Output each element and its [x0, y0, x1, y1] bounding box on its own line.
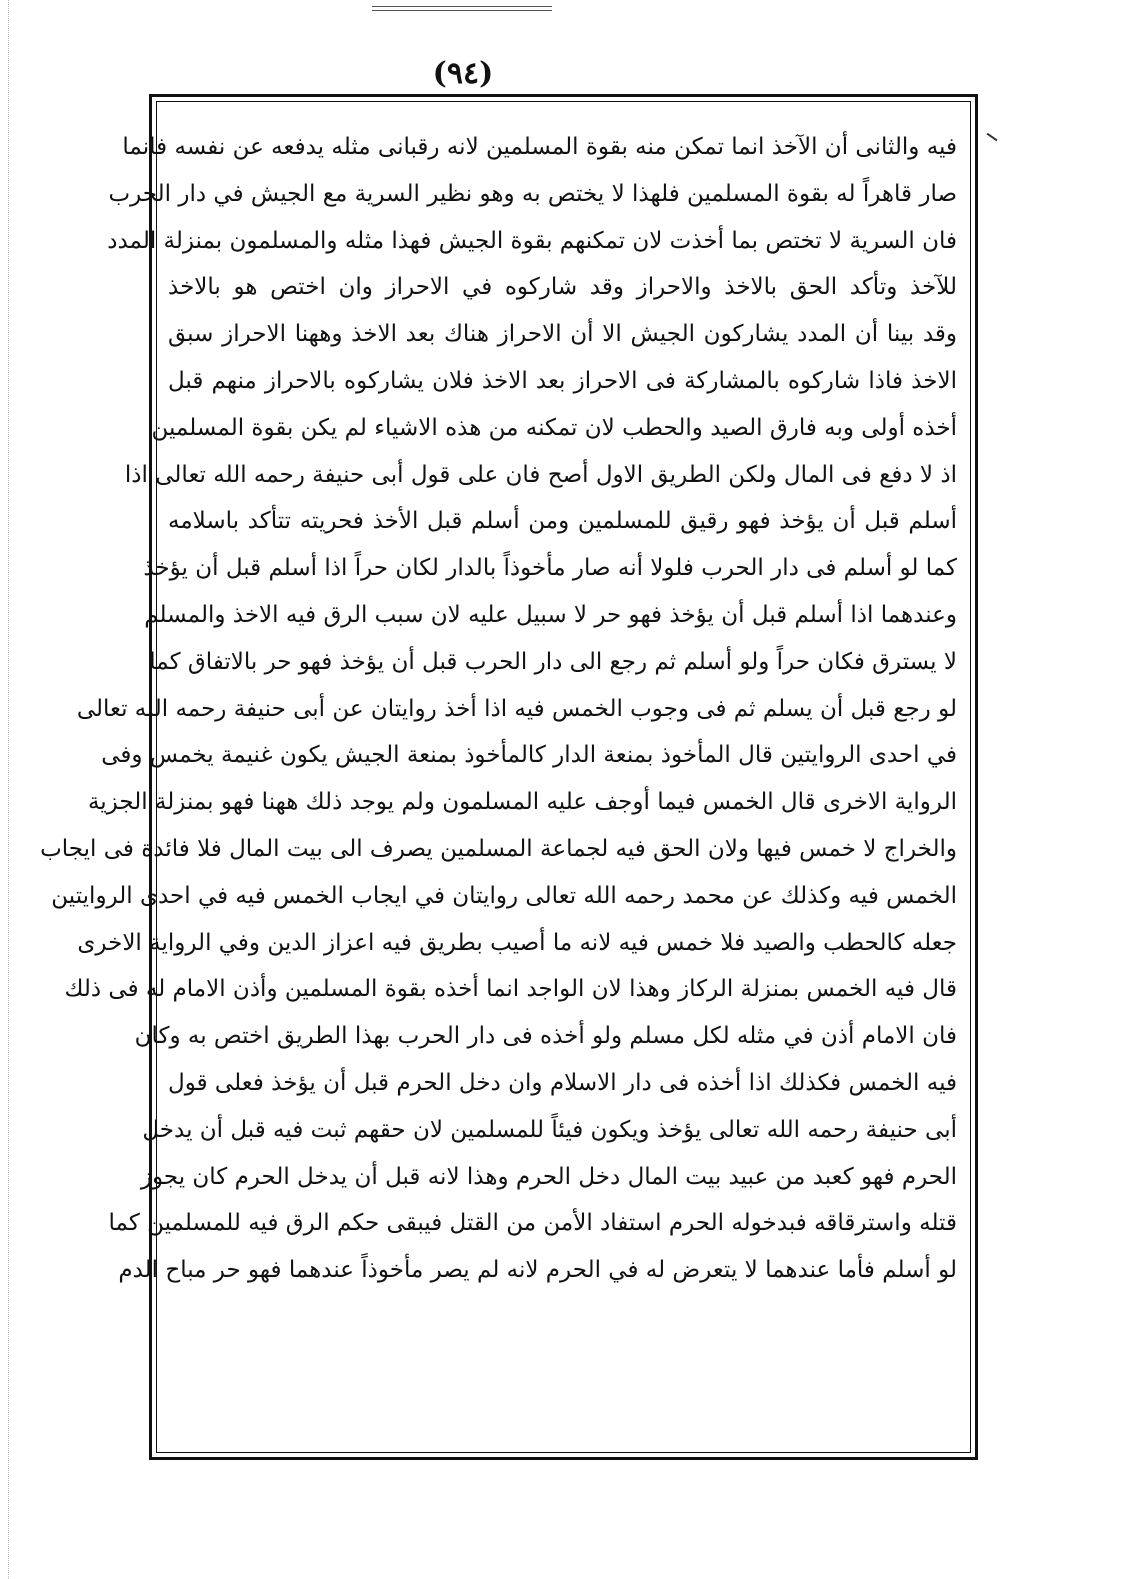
text-line: قتله واسترقاقه فبدخوله الحرم استفاد الأمن من القتل فيبقى حكم الرق فيه للمسلمين كما	[108, 1210, 957, 1237]
text-line: في احدى الروايتين قال المأخوذ بمنعة الدار كالمأخوذ بمنعة الجيش يكون غنيمة يخمس وفى	[101, 742, 957, 769]
text-line: الحرم فهو كعبد من عبيد بيت المال دخل الحرم وهذا لانه قبل أن يدخل الحرم كان يجوز	[140, 1163, 957, 1190]
text-line: لو أسلم فأما عندهما لا يتعرض له في الحرم لانه لم يصر مأخوذاً عندهما فهو حر مباح الدم	[118, 1257, 957, 1284]
text-line: الرواية الاخرى قال الخمس فيما أوجف عليه المسلمون ولم يوجد ذلك ههنا فهو بمنزلة الجزية	[87, 789, 957, 816]
text-line: جعله كالحطب والصيد فلا خمس فيه لانه ما أصيب بطريق فيه اعزاز الدين وفي الرواية الاخرى	[77, 929, 957, 956]
header-rule	[372, 6, 552, 11]
margin-mark	[987, 133, 998, 142]
text-line: الاخذ فاذا شاركوه بالمشاركة فى الاحراز بعد الاخذ فلان يشاركوه بالاحراز منهم قبل	[168, 367, 957, 394]
margin-dotted-line	[8, 0, 11, 1579]
text-line: قال فيه الخمس بمنزلة الركاز وهذا لان الواجد انما أخذه بقوة المسلمين وأذن الامام له فى ذلك	[64, 976, 957, 1003]
text-line: أخذه أولى وبه فارق الصيد والحطب لان تمكنه من هذه الاشياء لم يكن بقوة المسلمين	[151, 414, 957, 441]
text-line: لا يسترق فكان حراً ولو أسلم ثم رجع الى دار الحرب قبل أن يؤخذ فهو حر بالاتفاق كما	[149, 648, 957, 675]
text-line: كما لو أسلم فى دار الحرب فلولا أنه صار مأخوذاً بالدار لكان حراً اذا أسلم قبل أن يؤخذ	[143, 555, 957, 582]
text-line: لو رجع قبل أن يسلم ثم فى وجوب الخمس فيه اذا أخذ روايتان عن أبى حنيفة رحمه الله تعالى	[76, 695, 957, 722]
text-line: وعندهما اذا أسلم قبل أن يؤخذ فهو حر لا سبيل عليه لان سبب الرق فيه الاخذ والمسلم	[144, 601, 957, 628]
text-line: فان الامام أذن في مثله لكل مسلم ولو أخذه فى دار الحرب بهذا الطريق اختص به وكان	[134, 1023, 957, 1050]
text-line: أبى حنيفة رحمه الله تعالى يؤخذ ويكون فيئاً للمسلمين لان حقهم ثبت فيه قبل أن يدخل	[142, 1116, 957, 1143]
text-line: اذ لا دفع فى المال ولكن الطريق الاول أصح فان على قول أبى حنيفة رحمه الله تعالى اذا	[124, 461, 957, 488]
text-line: وقد بينا أن المدد يشاركون الجيش الا أن الاحراز هناك بعد الاخذ وههنا الاحراز سبق	[168, 321, 957, 348]
page-number: (٩٤)	[432, 56, 494, 91]
text-line: فيه والثانى أن الآخذ انما تمكن منه بقوة المسلمين لانه رقبانى مثله يدفعه عن نفسه فانما	[122, 134, 957, 160]
text-line: للآخذ وتأكد الحق بالاخذ والاحراز وقد شاركوه في الاحراز وان اختص هو بالاخذ	[168, 274, 957, 301]
text-line: والخراج لا خمس فيها ولان الحق فيه لجماعة المسلمين يصرف الى بيت المال فلا فائدة فى ايجاب	[40, 835, 957, 862]
text-line: فان السرية لا تختص بما أخذت لان تمكنهم بقوة الجيش فهذا مثله والمسلمون بمنزلة المدد	[107, 227, 957, 254]
text-line: صار قاهراً له بقوة المسلمين فلهذا لا يختص به وهو نظير السرية مع الجيش في دار الحرب	[108, 180, 957, 207]
text-line: الخمس فيه وكذلك عن محمد رحمه الله تعالى روايتان في ايجاب الخمس فيه في احدى الروايتين	[51, 882, 957, 909]
body-text	[40, 124, 963, 1444]
text-line: أسلم قبل أن يؤخذ فهو رقيق للمسلمين ومن أسلم قبل الأخذ فحريته تتأكد باسلامه	[168, 508, 957, 535]
text-line: فيه الخمس فكذلك اذا أخذه فى دار الاسلام وان دخل الحرم قبل أن يؤخذ فعلى قول	[168, 1069, 957, 1096]
